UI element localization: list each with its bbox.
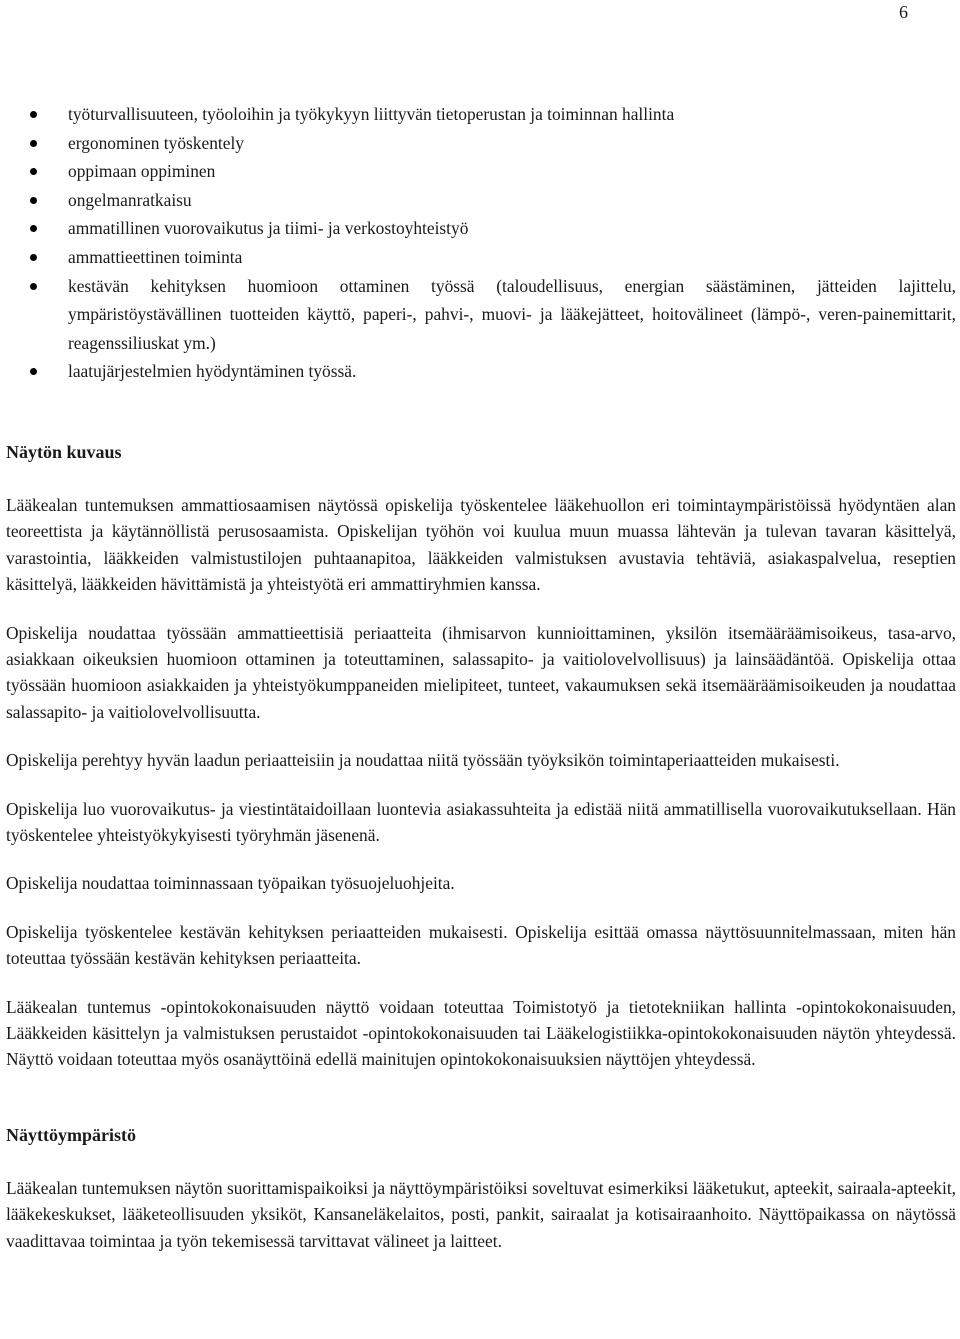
- bullet-icon: [30, 225, 37, 232]
- list-item: [6, 214, 956, 243]
- bullet-icon: [30, 283, 37, 290]
- list-item-text: kestävän kehityksen huomioon ottaminen työssä (taloudellisuus, energian säästäminen, jätteiden lajittelu, ympäristöystävällinen tuotteiden käyttö, paperi-, pahvi-, muovi- ja lääkejätteet, hoitovälineet (lämpö-, veren-painemittarit, reagenssiliuskat ym.): [68, 275, 956, 353]
- paragraph: Lääkealan tuntemus -opintokokonaisuuden näyttö voidaan toteuttaa Toimistotyö ja tietotekniikan hallinta -opintokokonaisuuden, Lääkkeiden käsittelyn ja valmistuksen perustaidot -opintokokonaisuuden tai Lääkelogistiikka-opintokokonaisuuden näytön yhteydessä. Näyttö voidaan toteuttaa myös osanäyttöinä edellä mainitujen opintokokonaisuuksien näyttöjen yhteydessä.: [6, 996, 956, 1070]
- bullet-icon: [30, 197, 37, 204]
- list-item: [6, 243, 956, 272]
- list-item: [6, 272, 956, 358]
- bullet-icon: [30, 140, 37, 147]
- document-body: [6, 100, 956, 1254]
- section-heading-nayttoymparisto: Näyttöympäristö: [6, 1124, 136, 1145]
- paragraph: Opiskelija työskentelee kestävän kehityksen periaatteiden mukaisesti. Opiskelija esittää omassa näyttösuunnitelmassaan, miten hän toteuttaa työssään kestävän kehityksen periaatteita.: [6, 921, 956, 969]
- paragraph: Opiskelija noudattaa toiminnassaan työpaikan työsuojeluohjeita.: [6, 873, 455, 894]
- bullet-icon: [30, 254, 37, 261]
- list-item: [6, 157, 956, 186]
- section-heading-naytonkuvaus: Näytön kuvaus: [6, 441, 122, 462]
- paragraph: Lääkealan tuntemuksen näytön suorittamispaikoiksi ja näyttöympäristöiksi soveltuvat esimerkiksi lääketukut, apteekit, sairaala-apteekit, lääkekeskukset, lääketeollisuuden yksiköt, Kansaneläkelaitos, posti, pankit, sairaalat ja kotisairaanhoito. Näyttöpaikassa on näytössä vaadittavaa toimintaa ja työn tekemisessä tarvittavat välineet ja laitteet.: [6, 1177, 956, 1251]
- list-item: [6, 357, 956, 386]
- list-item-text: oppimaan oppiminen: [68, 161, 216, 182]
- paragraph: Opiskelija luo vuorovaikutus- ja viestintätaidoillaan luontevia asiakassuhteita ja edistää niitä ammatillisella vuorovaikutuksellaan. Hän työskentelee yhteistyökykyisesti työryhmän jäsenenä.: [6, 798, 956, 845]
- page-number: 6: [899, 2, 908, 22]
- list-item-text: työturvallisuuteen, työoloihin ja työkykyyn liittyvän tietoperustan ja toiminnan hallinta: [68, 104, 675, 124]
- list-item-text: laatujärjestelmien hyödyntäminen työssä.: [68, 361, 357, 382]
- list-item: [6, 100, 956, 129]
- list-item: [6, 186, 956, 215]
- list-item-text: ammatillinen vuorovaikutus ja tiimi- ja verkostoyhteistyö: [68, 218, 469, 239]
- bullet-icon: [30, 368, 37, 375]
- list-item-text: ammattieettinen toiminta: [68, 246, 243, 267]
- paragraph: Opiskelija perehtyy hyvän laadun periaatteisiin ja noudattaa niitä työssään työyksikön toimintaperiaatteiden mukaisesti.: [6, 750, 840, 771]
- paragraph: Opiskelija noudattaa työssään ammattieettisiä periaatteita (ihmisarvon kunnioittaminen, yksilön itsemääräämisoikeus, tasa-arvo, asiakkaan oikeuksien huomioon ottaminen ja toteuttaminen, salassapito- ja vaitiolovelvollisuus) ja lainsäädäntöä. Opiskelija ottaa työssään huomioon asiakkaiden ja yhteistyökumppaneiden mielipiteet, tunteet, vakaumuksen sekä itsemääräämisoikeuden ja noudattaa salassapito- ja vaitiolovelvollisuutta.: [6, 622, 956, 722]
- list-item: [6, 129, 956, 158]
- list-item-text: ongelmanratkaisu: [68, 189, 192, 210]
- bullet-list: [6, 100, 956, 386]
- bullet-icon: [30, 111, 37, 118]
- paragraph: Lääkealan tuntemuksen ammattiosaamisen näytössä opiskelija työskentelee lääkehuollon eri toimintaympäristöissä hyödyntäen alan teoreettista ja käytännöllistä perusosaamista. Opiskelijan työhön voi kuulua muun muassa lähtevän ja tulevan tavaran käsittelyä, varastointia, lääkkeiden valmistustilojen puhtaanapitoa, lääkkeiden valmistuksen avustavia tehtäviä, asiakaspalvelua, reseptien käsittelyä, lääkkeiden hävittämistä ja yhteistyötä eri ammattiryhmien kanssa.: [6, 494, 956, 595]
- list-item-text: ergonominen työskentely: [68, 132, 244, 153]
- bullet-icon: [30, 168, 37, 175]
